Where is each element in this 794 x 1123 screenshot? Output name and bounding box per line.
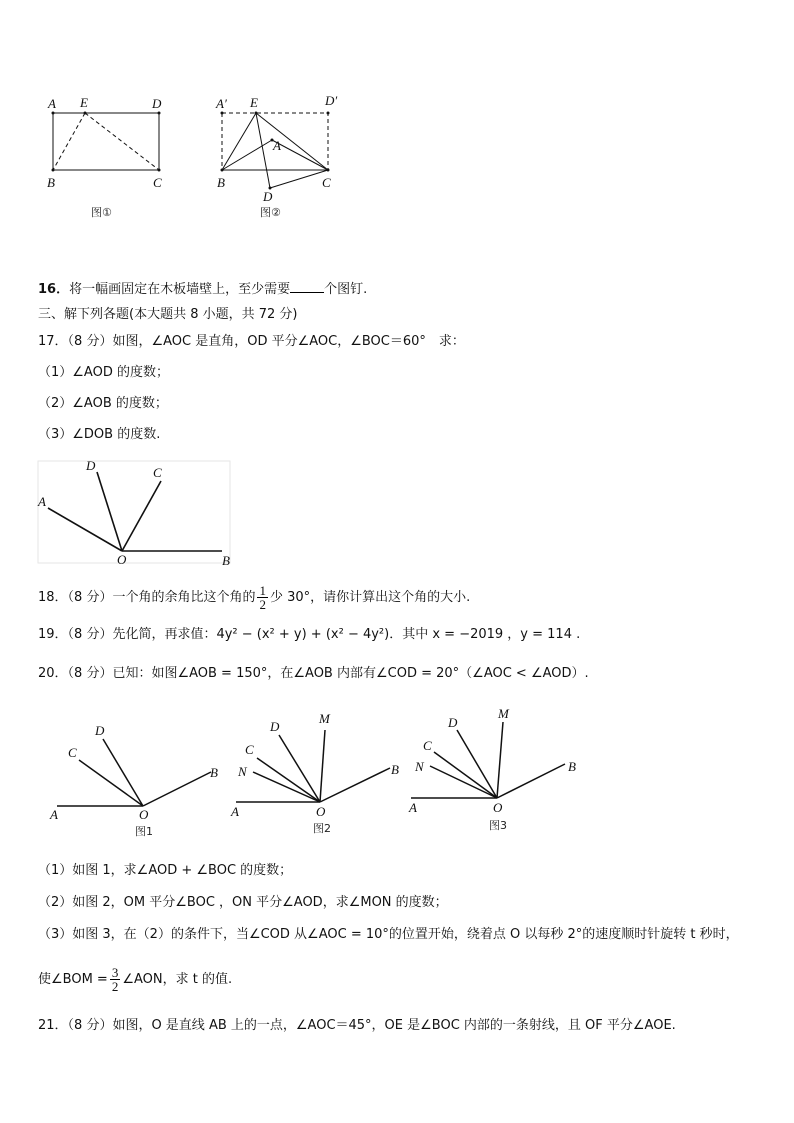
fig15-1-label-E: E <box>80 95 88 110</box>
fig15-1-label-D: D <box>152 96 162 111</box>
q20-fraction-denominator: 2 <box>111 979 119 994</box>
q20-fig1-label-A: A <box>50 807 58 822</box>
q17-fig-label-C: C <box>153 465 162 480</box>
q17-fig-label-O: O <box>117 552 127 567</box>
q20-part3-condition <box>38 962 232 998</box>
fig15-2-label-B: B <box>217 175 225 190</box>
q20-fig1-label-D: D <box>95 723 105 738</box>
q20-fig2-label-C: C <box>245 742 254 757</box>
fig15-2-label-D-prime: D′ <box>325 93 338 108</box>
q17-fig-label-A: A <box>38 494 46 509</box>
q20-part3: （3）如图 3，在（2）的条件下，当∠COD 从∠AOC = 10°的位置开始，绕着点 O 以每秒 2°的速度顺时针旋转 t 秒时， <box>38 927 739 942</box>
q17-part1: （1）∠AOD 的度数； <box>38 365 169 380</box>
q20-fig2-label-D: D <box>270 719 280 734</box>
q21: 21．（8 分）如图，O 是直线 AB 上的一点，∠AOC＝45°，OE 是∠BOC 内部的一条射线，且 OF 平分∠AOE. <box>38 1018 676 1033</box>
q17-stem: 17．（8 分）如图，∠AOC 是直角，OD 平分∠AOC，∠BOC＝60° 求： <box>38 334 465 349</box>
fig15-2-caption: 图② <box>260 206 281 219</box>
q20-part2: （2）如图 2，OM 平分∠BOC ，ON 平分∠AOD，求∠MON 的度数； <box>38 895 448 910</box>
q19: 19．（8 分）先化简，再求值：4y² − (x² + y) + (x² − 4y²)．其中 x = −2019 ，y = 114 . <box>38 627 581 642</box>
fig15-2-label-A: A <box>273 138 281 153</box>
fig15-2-label-A-prime: A′ <box>216 96 227 111</box>
fig15-2-label-E: E <box>250 95 258 110</box>
q18-text-before: 18．（8 分）一个角的余角比这个角的 <box>38 590 256 605</box>
q20-fig1-label-O: O <box>139 807 149 822</box>
fig15-2-label-D: D <box>263 189 273 204</box>
q20-fraction-numerator: 3 <box>111 965 119 980</box>
q20-fig2-label-B: B <box>391 762 399 777</box>
q20-fig1-label-B: B <box>210 765 218 780</box>
q20-fig3-label-A: A <box>409 800 417 815</box>
q16-text-before: 将一幅画固定在木板墙壁上，至少需要 <box>69 282 291 297</box>
q17-part3: （3）∠DOB 的度数. <box>38 427 161 442</box>
q18-fraction-numerator: 1 <box>259 583 266 598</box>
fig15-1-label-A: A <box>48 96 56 111</box>
q16-text-after: 个图钉. <box>324 282 368 297</box>
q17-fig-label-B: B <box>222 553 230 568</box>
q20-fig3-label-M: M <box>498 706 509 721</box>
q20-part3-text-before: 使∠BOM = <box>38 972 108 987</box>
q20-fig2-label-O: O <box>316 804 326 819</box>
q17-part2: （2）∠AOB 的度数； <box>38 396 168 411</box>
q20-part3-text-after: ∠AON，求 t 的值. <box>122 972 233 987</box>
section-3-heading: 三、解下列各题(本大题共 8 小题，共 72 分) <box>38 307 298 322</box>
fig15-2-label-C: C <box>322 175 331 190</box>
q20-part1: （1）如图 1，求∠AOD + ∠BOC 的度数； <box>38 863 293 878</box>
q20-fig3-label-D: D <box>448 715 458 730</box>
q20-fig2-caption: 图2 <box>313 822 331 835</box>
q16-number: 16． <box>38 282 70 297</box>
q20-fig2-label-N: N <box>238 764 247 779</box>
q20-fig3-caption: 图3 <box>489 819 507 832</box>
q20-fraction <box>110 966 121 993</box>
fig15-1-label-C: C <box>153 175 162 190</box>
q20-fig1-label-C: C <box>68 745 77 760</box>
q20-fig3-label-N: N <box>415 759 424 774</box>
q20-fig3-label-O: O <box>493 800 503 815</box>
fig15-1-label-B: B <box>47 175 55 190</box>
fig15-1-caption: 图① <box>91 206 112 219</box>
q20-fig2-label-M: M <box>319 711 330 726</box>
q20-fig2-label-A: A <box>231 804 239 819</box>
q20-fig3-label-C: C <box>423 738 432 753</box>
q20-stem: 20．（8 分）已知：如图∠AOB = 150°，在∠AOB 内部有∠COD = 20°（∠AOC < ∠AOD）. <box>38 666 589 681</box>
q18-fraction-denominator: 2 <box>259 597 266 612</box>
q17-fig-label-D: D <box>86 458 96 473</box>
q20-fig1-caption: 图1 <box>135 825 153 838</box>
q20-fig3-label-B: B <box>568 759 576 774</box>
q18-text-after: 少 30°，请你计算出这个角的大小. <box>269 590 471 605</box>
